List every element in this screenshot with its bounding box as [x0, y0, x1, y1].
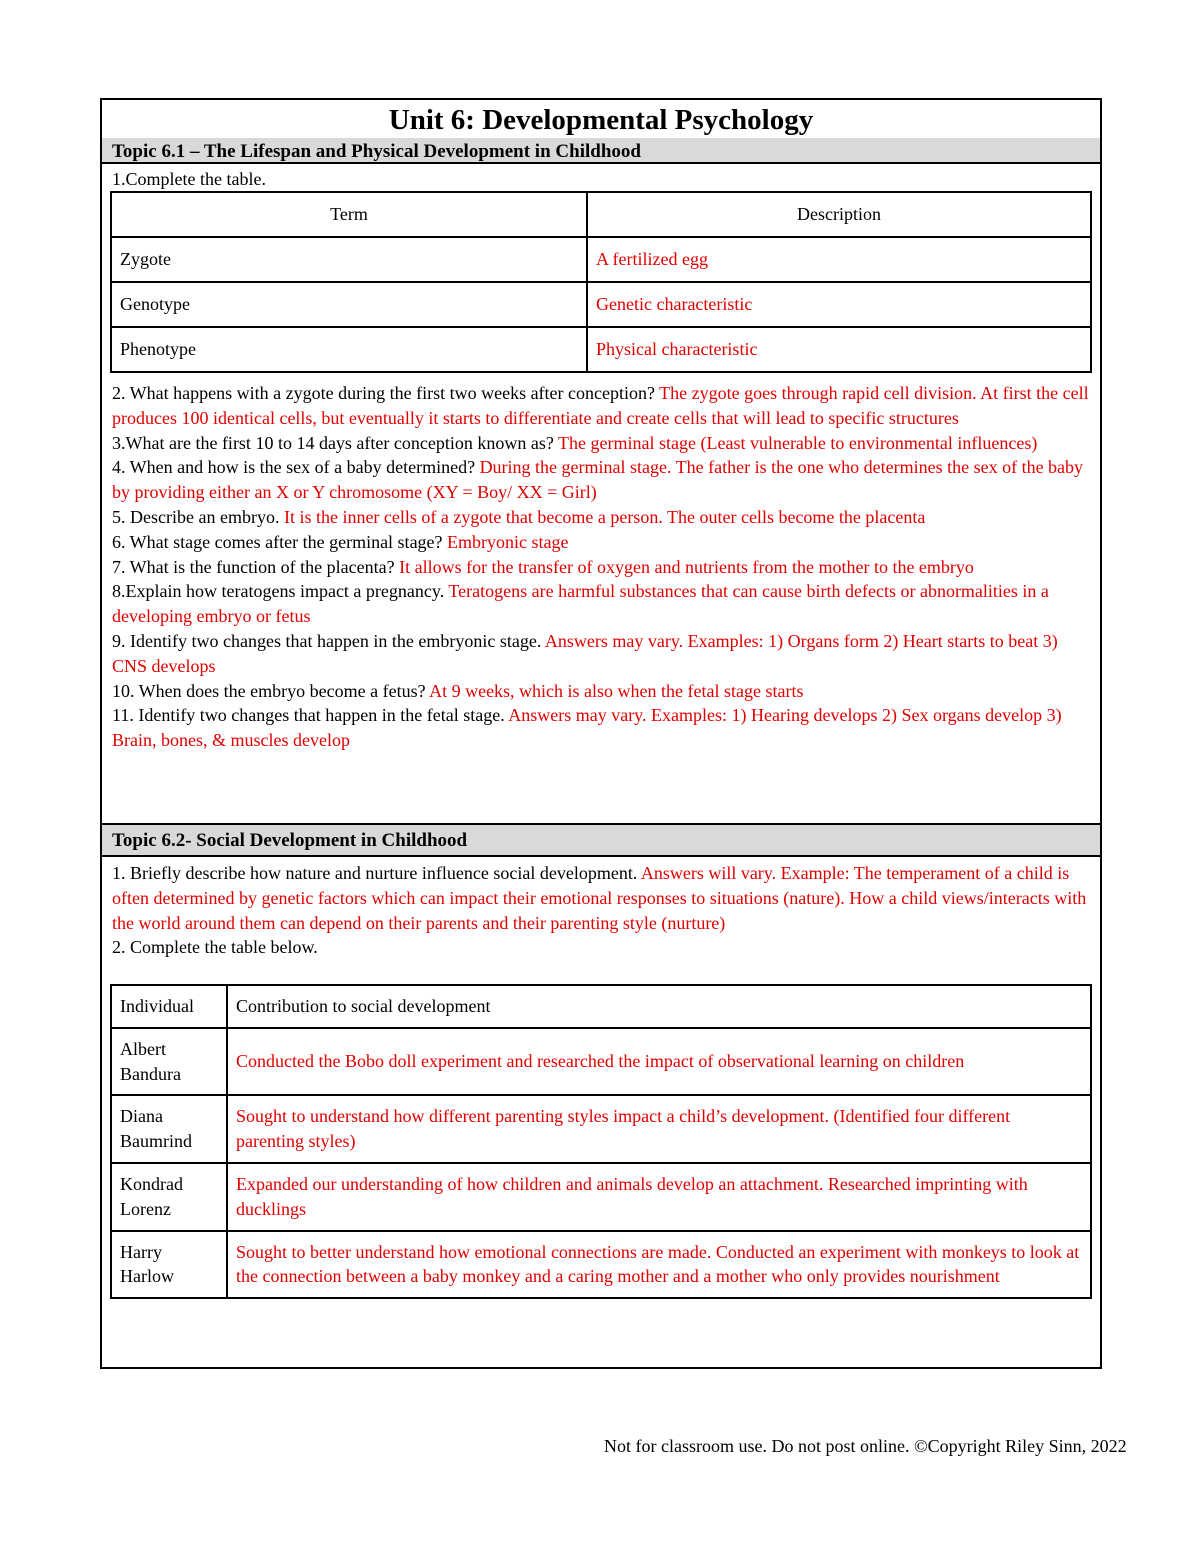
answer-text: At 9 weeks, which is also when the fetal stage starts: [429, 680, 804, 701]
question-5: [112, 505, 1092, 530]
individual-cell: Diana Baumrind: [111, 1095, 227, 1163]
answer-text: It allows for the transfer of oxygen and nutrients from the mother to the embryo: [399, 556, 974, 577]
table-row: [111, 237, 1091, 282]
column-header-term: Term: [111, 192, 587, 237]
column-header-description: Description: [587, 192, 1091, 237]
question-text: 10. When does the embryo become a fetus?: [112, 680, 430, 701]
question-text: 2. What happens with a zygote during the first two weeks after conception?: [112, 383, 660, 403]
answer-text: During the germinal stage. The father is the one who determines the sex of the baby by providing either an X or Y chromosome (XY = Boy/ XX = Girl): [112, 457, 1084, 503]
question-4: [112, 455, 1092, 505]
terms-table: [110, 191, 1092, 373]
table-row: [111, 1095, 1091, 1163]
contribution-cell: Conducted the Bobo doll experiment and researched the impact of observational learning on children: [227, 1028, 1091, 1096]
answer-text: The germinal stage (Least vulnerable to environmental influences): [558, 432, 1038, 453]
table-row: [111, 1028, 1091, 1096]
topic-2-question-2: 2. Complete the table below.: [112, 937, 318, 958]
question-2: [112, 381, 1092, 431]
answer-text: Answers will vary. Example: The temperament of a child is often determined by genetic factors which can impact their emotional responses to situations (nature). How a child views/interacts with the world around them can depend on their parents and their parenting style (nurture): [112, 863, 1087, 933]
question-1-prompt: 1.Complete the table.: [112, 169, 266, 189]
question-10: [112, 679, 1092, 704]
topic-2-question-1: [112, 861, 1092, 935]
question-11: [112, 703, 1092, 753]
copyright-footer: Not for classroom use. Do not post online. ©Copyright Riley Sinn, 2022: [604, 1436, 1127, 1456]
answer-text: Answers may vary. Examples: 1) Hearing develops 2) Sex organs develop 3) Brain, bones, & muscles develop: [112, 705, 1062, 751]
table-row: [111, 282, 1091, 327]
topic-2-questions: [112, 861, 1092, 960]
description-cell: Genetic characteristic: [587, 282, 1091, 327]
table-row: [111, 327, 1091, 372]
description-cell: Physical characteristic: [587, 327, 1091, 372]
question-text: 4. When and how is the sex of a baby determined?: [112, 457, 480, 478]
topic-6-1-title: Topic 6.1 – The Lifespan and Physical Development in Childhood: [102, 138, 1100, 164]
topic-6-2-title: Topic 6.2- Social Development in Childhood: [102, 823, 1100, 857]
individual-cell: Kondrad Lorenz: [111, 1163, 227, 1231]
contribution-cell: Expanded our understanding of how children and animals develop an attachment. Researched imprinting with ducklings: [227, 1163, 1091, 1231]
individuals-table: [110, 984, 1092, 1299]
table-row: [111, 1231, 1091, 1299]
question-block: [112, 381, 1092, 753]
question-text: 7. What is the function of the placenta?: [112, 556, 400, 577]
term-cell: Genotype: [111, 282, 587, 327]
term-cell: Zygote: [111, 237, 587, 282]
question-text: 3.What are the first 10 to 14 days after conception known as?: [112, 432, 559, 453]
contribution-cell: Sought to better understand how emotional connections are made. Conducted an experiment with monkeys to look at the connection between a baby monkey and a caring mother and a mother who only provides nourishment: [227, 1231, 1091, 1299]
table-row: [111, 1163, 1091, 1231]
question-8: [112, 579, 1092, 629]
individual-cell: Harry Harlow: [111, 1231, 227, 1299]
question-3: [112, 431, 1092, 456]
question-7: [112, 555, 1092, 580]
question-text: 11. Identify two changes that happen in the fetal stage.: [112, 705, 509, 726]
answer-text: Teratogens are harmful substances that can cause birth defects or abnormalities in a developing embryo or fetus: [112, 581, 1049, 627]
question-text: 1. Briefly describe how nature and nurture influence social development.: [112, 863, 641, 883]
question-text: 9. Identify two changes that happen in the embryonic stage.: [112, 630, 545, 651]
question-text: 5. Describe an embryo.: [112, 506, 284, 527]
description-cell: A fertilized egg: [587, 237, 1091, 282]
question-text: 6. What stage comes after the germinal stage?: [112, 531, 448, 552]
column-header-individual: Individual: [111, 985, 227, 1028]
answer-text: Answers may vary. Examples: 1) Organs form 2) Heart starts to beat 3) CNS develops: [112, 630, 1058, 676]
individual-cell: Albert Bandura: [111, 1028, 227, 1096]
question-9: [112, 629, 1092, 679]
table-header-row: [111, 985, 1091, 1028]
answer-text: The zygote goes through rapid cell division. At first the cell produces 100 identical cells, but eventually it starts to differentiate and create cells that will lead to specific structures: [112, 383, 1089, 428]
unit-title: Unit 6: Developmental Psychology: [102, 100, 1100, 140]
question-6: [112, 530, 1092, 555]
contribution-cell: Sought to understand how different parenting styles impact a child’s development. (Identified four different parenting styles): [227, 1095, 1091, 1163]
column-header-contribution: Contribution to social development: [227, 985, 1091, 1028]
term-cell: Phenotype: [111, 327, 587, 372]
answer-text: It is the inner cells of a zygote that become a person. The outer cells become the placenta: [283, 506, 926, 527]
question-text: 8.Explain how teratogens impact a pregnancy.: [112, 581, 449, 602]
worksheet-frame: [100, 98, 1102, 1369]
table-header-row: [111, 192, 1091, 237]
answer-text: Embryonic stage: [447, 531, 569, 552]
